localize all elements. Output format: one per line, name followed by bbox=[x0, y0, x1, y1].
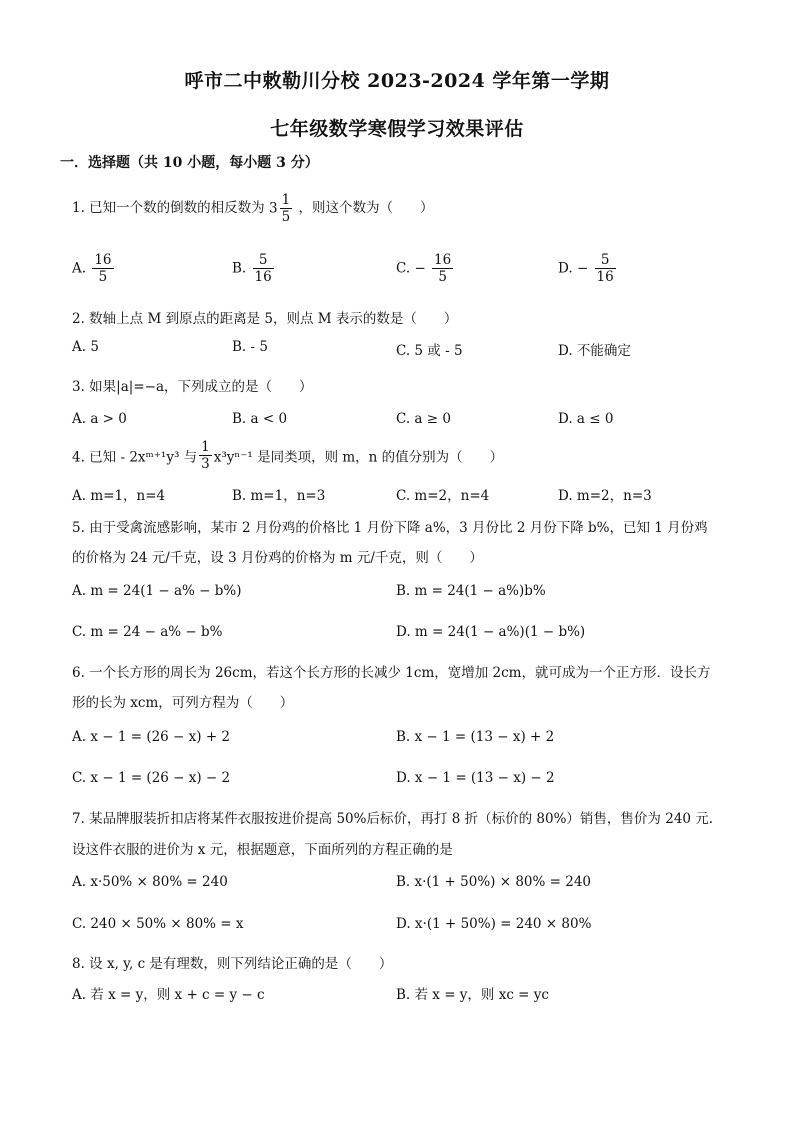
question-2: 2. 数轴上点 M 到原点的距离是 5，则点 M 表示的数是（ ） bbox=[72, 311, 458, 327]
option-1c: C. − $\frac{16}{5}$ bbox=[396, 252, 452, 285]
option-6b: B. x − 1 = (13 − x) + 2 bbox=[396, 729, 555, 745]
option-3a: A. a > 0 bbox=[72, 411, 127, 427]
option-3d: D. a ≤ 0 bbox=[558, 411, 614, 427]
option-4a: A. m=1，n=4 bbox=[72, 488, 166, 504]
option-2d: D. 不能确定 bbox=[558, 343, 631, 359]
option-4b: B. m=1，n=3 bbox=[232, 488, 326, 504]
option-6a: A. x − 1 = (26 − x) + 2 bbox=[72, 729, 231, 745]
option-2b: B. - 5 bbox=[232, 339, 268, 355]
option-5b: B. m = 24(1 − a%)b% bbox=[396, 583, 546, 599]
exam-title: 呼市二中敕勒川分校 2023-2024 学年第一学期 bbox=[184, 70, 610, 92]
question-6-line-1: 6. 一个长方形的周长为 26cm，若这个长方形的长减少 1cm，宽增加 2cm，就可成为一个正方形．设长方 bbox=[72, 665, 711, 681]
option-4d: D. m=2，n=3 bbox=[558, 488, 652, 504]
option-4c: C. m=2，n=4 bbox=[396, 488, 490, 504]
question-1 bbox=[72, 192, 433, 225]
option-7c: C. 240 × 50% × 80% = x bbox=[72, 916, 244, 932]
option-1b: B. $\frac{5}{16}$ bbox=[232, 252, 272, 285]
question-8: 8. 设 x, y, c 是有理数，则下列结论正确的是（ ） bbox=[72, 956, 393, 972]
question-1-text: 1. 已知一个数的倒数的相反数为 bbox=[72, 200, 265, 216]
option-1d: D. − $\frac{5}{16}$ bbox=[558, 252, 614, 285]
option-2a: A. 5 bbox=[72, 339, 99, 355]
option-6c: C. x − 1 = (26 − x) − 2 bbox=[72, 770, 231, 786]
option-7b: B. x·(1 + 50%) × 80% = 240 bbox=[396, 874, 591, 890]
option-8a: A. 若 x = y，则 x + c = y − c bbox=[72, 987, 265, 1003]
option-3c: C. a ≥ 0 bbox=[396, 411, 451, 427]
question-5-line-2: 的价格为 24 元/千克，设 3 月份鸡的价格为 m 元/千克，则（ ） bbox=[72, 550, 483, 566]
question-6-line-2: 形的长为 xcm，可列方程为（ ） bbox=[72, 695, 294, 711]
section-heading: 一．选择题（共 10 小题，每小题 3 分） bbox=[60, 155, 319, 171]
option-1a: A. $\frac{16}{5}$ bbox=[72, 252, 112, 285]
option-5a: A. m = 24(1 − a% − b%) bbox=[72, 583, 242, 599]
question-1-tail: ，则这个数为（ ） bbox=[298, 200, 434, 216]
option-2c: C. 5 或 - 5 bbox=[396, 343, 463, 359]
option-5c: C. m = 24 − a% − b% bbox=[72, 624, 223, 640]
question-5-line-1: 5. 由于受禽流感影响，某市 2 月份鸡的价格比 1 月份下降 a%，3 月份比 2 月份下降 b%，已知 1 月份鸡 bbox=[72, 520, 708, 536]
option-7a: A. x·50% × 80% = 240 bbox=[72, 874, 228, 890]
question-7-line-2: 设这件衣服的进价为 x 元，根据题意，下面所列的方程正确的是 bbox=[72, 842, 453, 858]
option-5d: D. m = 24(1 − a%)(1 − b%) bbox=[396, 624, 586, 640]
question-7-line-1: 7. 某品牌服装折扣店将某件衣服按进价提高 50%后标价，再打 8 折（标价的 80%）销售，售价为 240 元. bbox=[72, 811, 714, 827]
mixed-number: 3 $\frac{1}{5}$ bbox=[268, 192, 291, 225]
question-3: 3. 如果|a|=−a，下列成立的是（ ） bbox=[72, 379, 313, 395]
fraction: $\frac{1}{3}$ bbox=[201, 439, 210, 472]
exam-subtitle: 七年级数学寒假学习效果评估 bbox=[270, 118, 524, 140]
question-4: 4. 已知 - 2xᵐ⁺¹y³ 与 $\frac{1}{3}$ x³yⁿ⁻¹ 是同类项，则 m，n 的值分别为（ ） bbox=[72, 439, 504, 472]
option-6d: D. x − 1 = (13 − x) − 2 bbox=[396, 770, 555, 786]
option-3b: B. a < 0 bbox=[232, 411, 288, 427]
option-7d: D. x·(1 + 50%) = 240 × 80% bbox=[396, 916, 592, 932]
option-8b: B. 若 x = y，则 xc = yc bbox=[396, 987, 549, 1003]
